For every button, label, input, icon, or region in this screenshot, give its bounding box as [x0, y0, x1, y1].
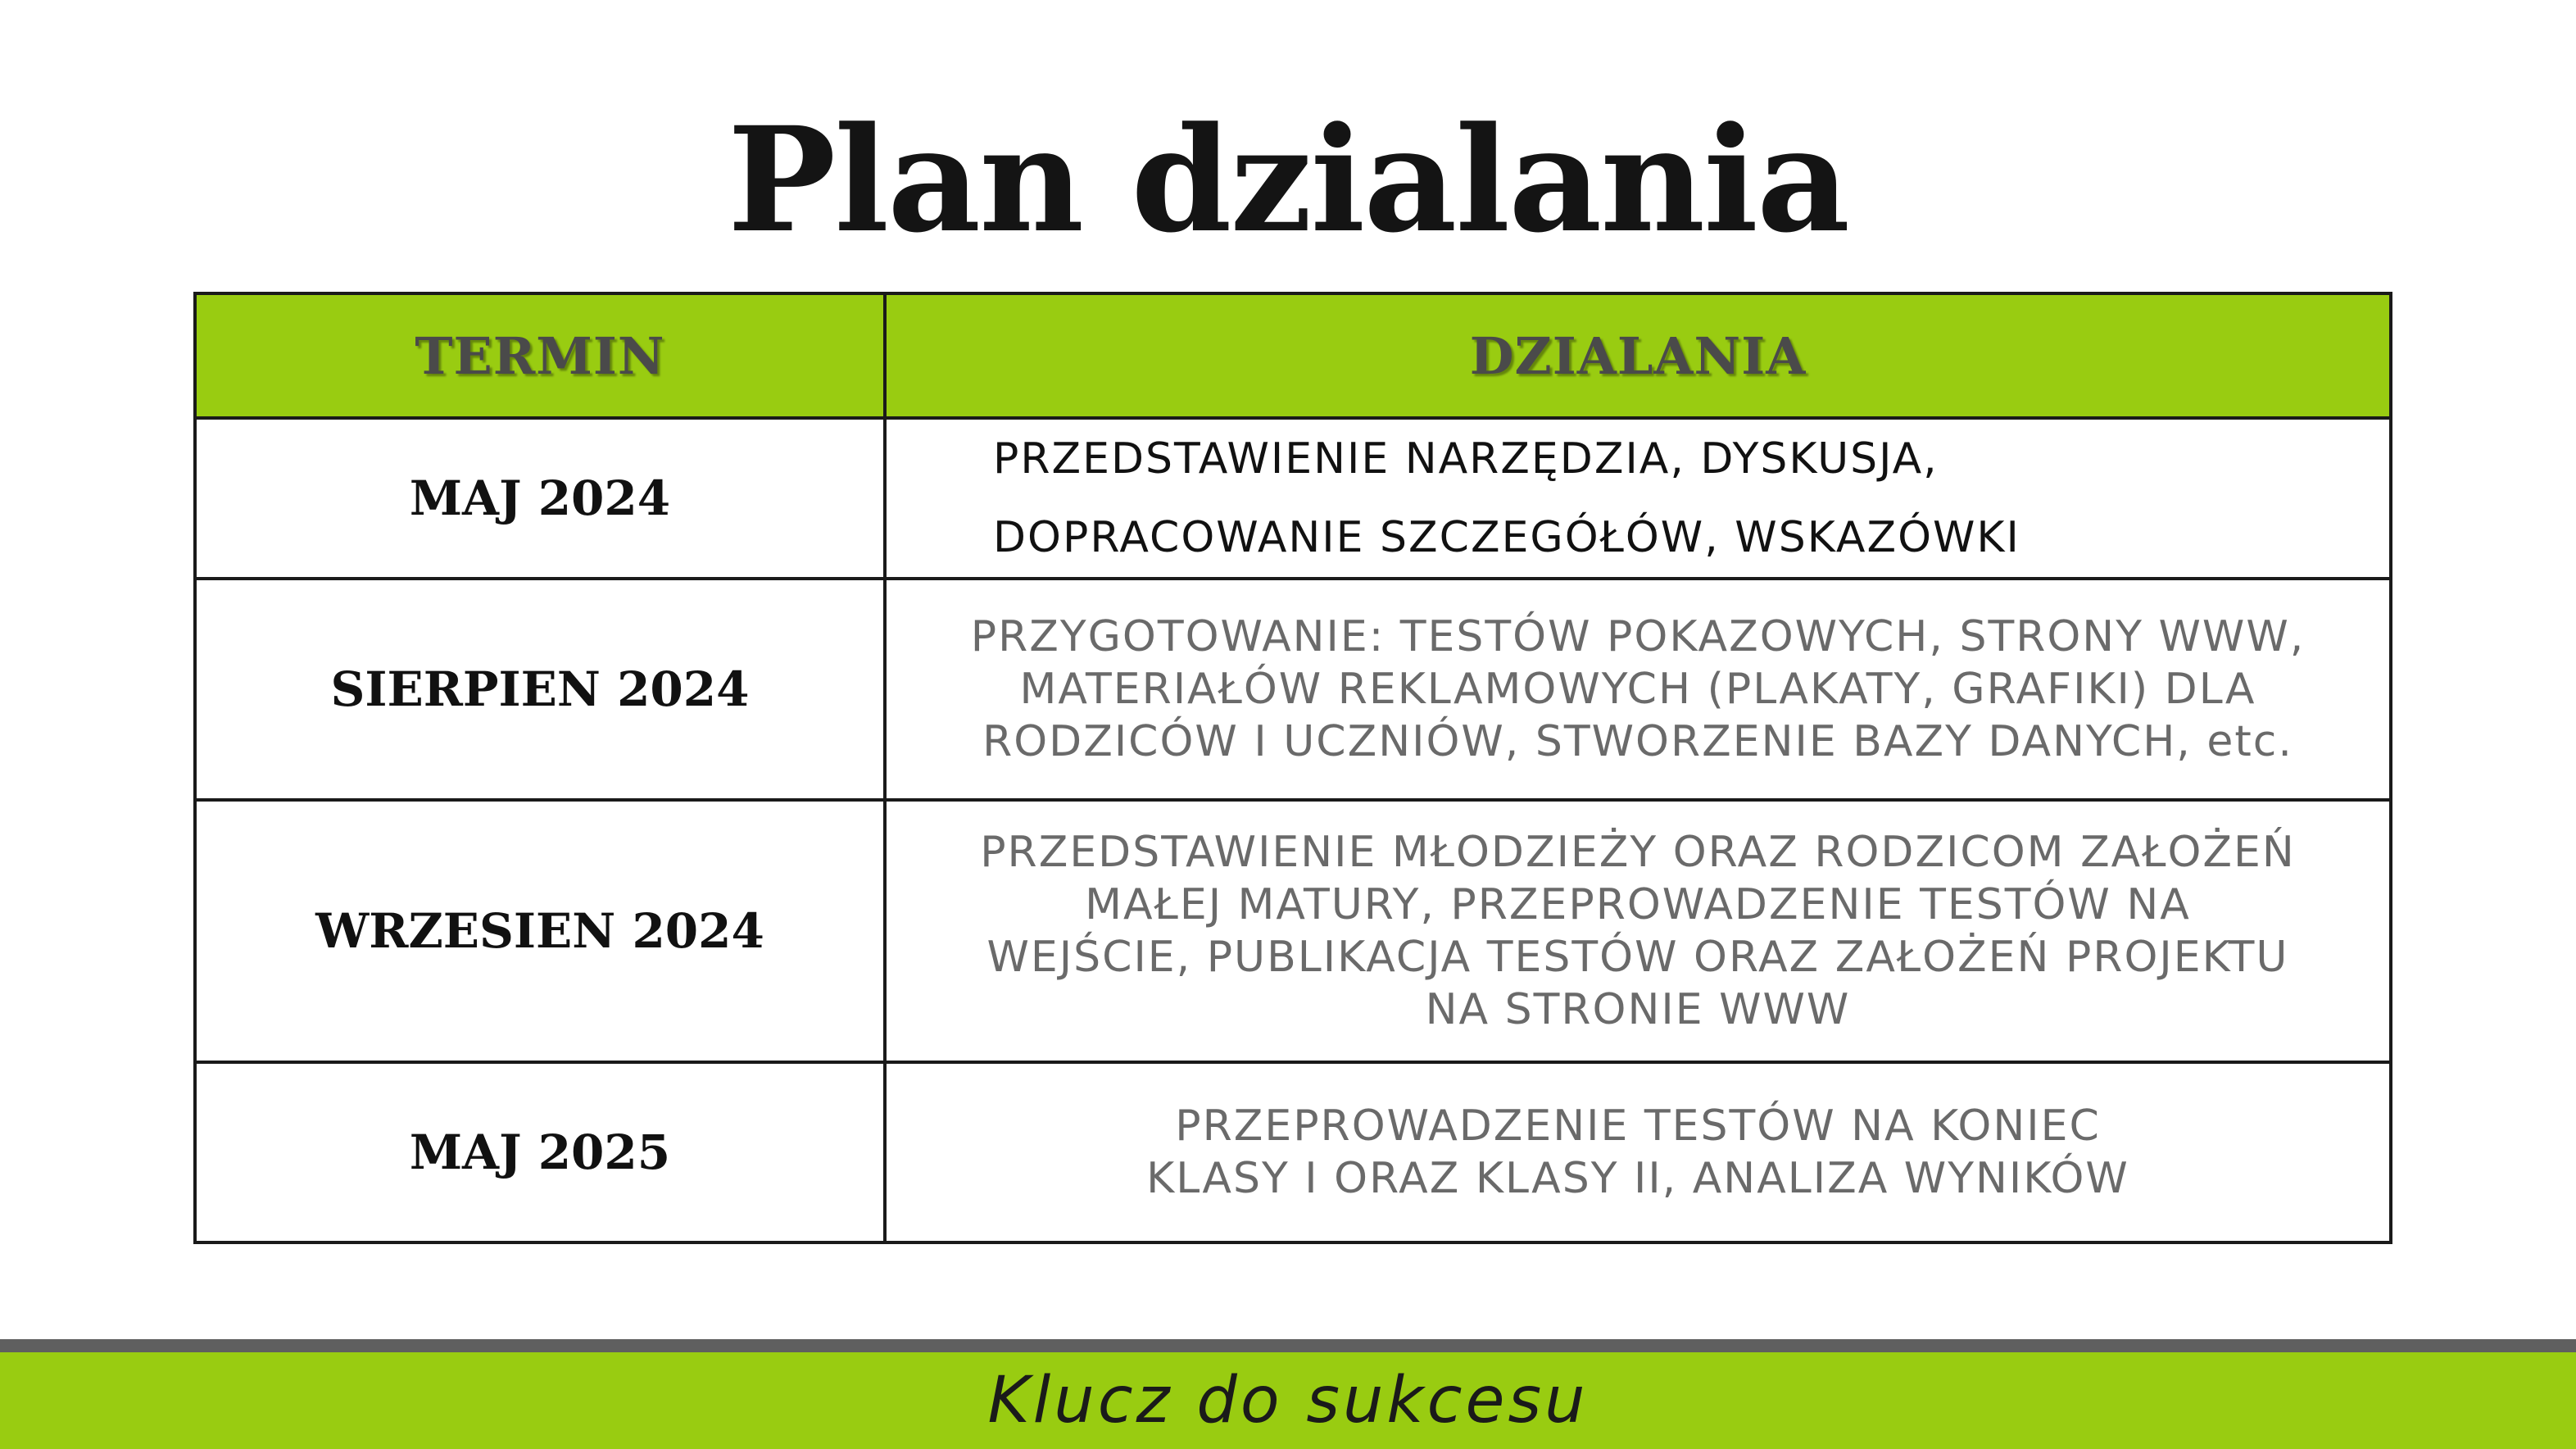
activity-cell — [885, 1062, 2391, 1242]
table-row — [195, 1062, 2391, 1242]
activity-line: KLASY I ORAZ KLASY II, ANALIZA WYNIKÓW — [1146, 1154, 2129, 1203]
activity-line: MAŁEJ MATURY, PRZEPROWADZENIE TESTÓW NA — [1085, 880, 2191, 929]
activity-line: PRZYGOTOWANIE: TESTÓW POKAZOWYCH, STRONY WWW, — [970, 612, 2306, 661]
activity-line: WEJŚCIE, PUBLIKACJA TESTÓW ORAZ ZAŁOŻEŃ PROJEKTU — [986, 933, 2289, 982]
activity-cell — [885, 418, 2391, 579]
activity-cell — [885, 800, 2391, 1062]
action-plan-table — [193, 292, 2392, 1244]
activity-line: RODZICÓW I UCZNIÓW, STWORZENIE BAZY DANYCH, etc. — [982, 717, 2293, 766]
header-termin: TERMIN — [195, 293, 885, 418]
table-row — [195, 800, 2391, 1062]
activity-line: PRZEPROWADZENIE TESTÓW NA KONIEC — [1175, 1102, 2101, 1151]
header-dzialania: DZIALANIA — [885, 293, 2391, 418]
page-title: Plan dzialania — [727, 95, 1849, 265]
term-cell: SIERPIEN 2024 — [195, 579, 885, 800]
term-cell: MAJ 2024 — [195, 418, 885, 579]
activity-line: PRZEDSTAWIENIE NARZĘDZIA, DYSKUSJA, — [993, 434, 1939, 484]
activity-line: NA STRONIE WWW — [1425, 985, 1851, 1034]
table-row — [195, 579, 2391, 800]
term-cell: MAJ 2025 — [195, 1062, 885, 1242]
activity-line: PRZEDSTAWIENIE MŁODZIEŻY ORAZ RODZICOM ZAŁOŻEŃ — [980, 828, 2296, 877]
table-row — [195, 418, 2391, 579]
footer-tagline: Klucz do sukcesu — [987, 1364, 1589, 1438]
activity-cell — [885, 579, 2391, 800]
footer-divider — [0, 1339, 2576, 1352]
activity-line: DOPRACOWANIE SZCZEGÓŁÓW, WSKAZÓWKI — [993, 513, 2020, 562]
activity-line: MATERIAŁÓW REKLAMOWYCH (PLAKATY, GRAFIKI) DLA — [1019, 665, 2256, 714]
table-header-row — [195, 293, 2391, 418]
term-cell: WRZESIEN 2024 — [195, 800, 885, 1062]
